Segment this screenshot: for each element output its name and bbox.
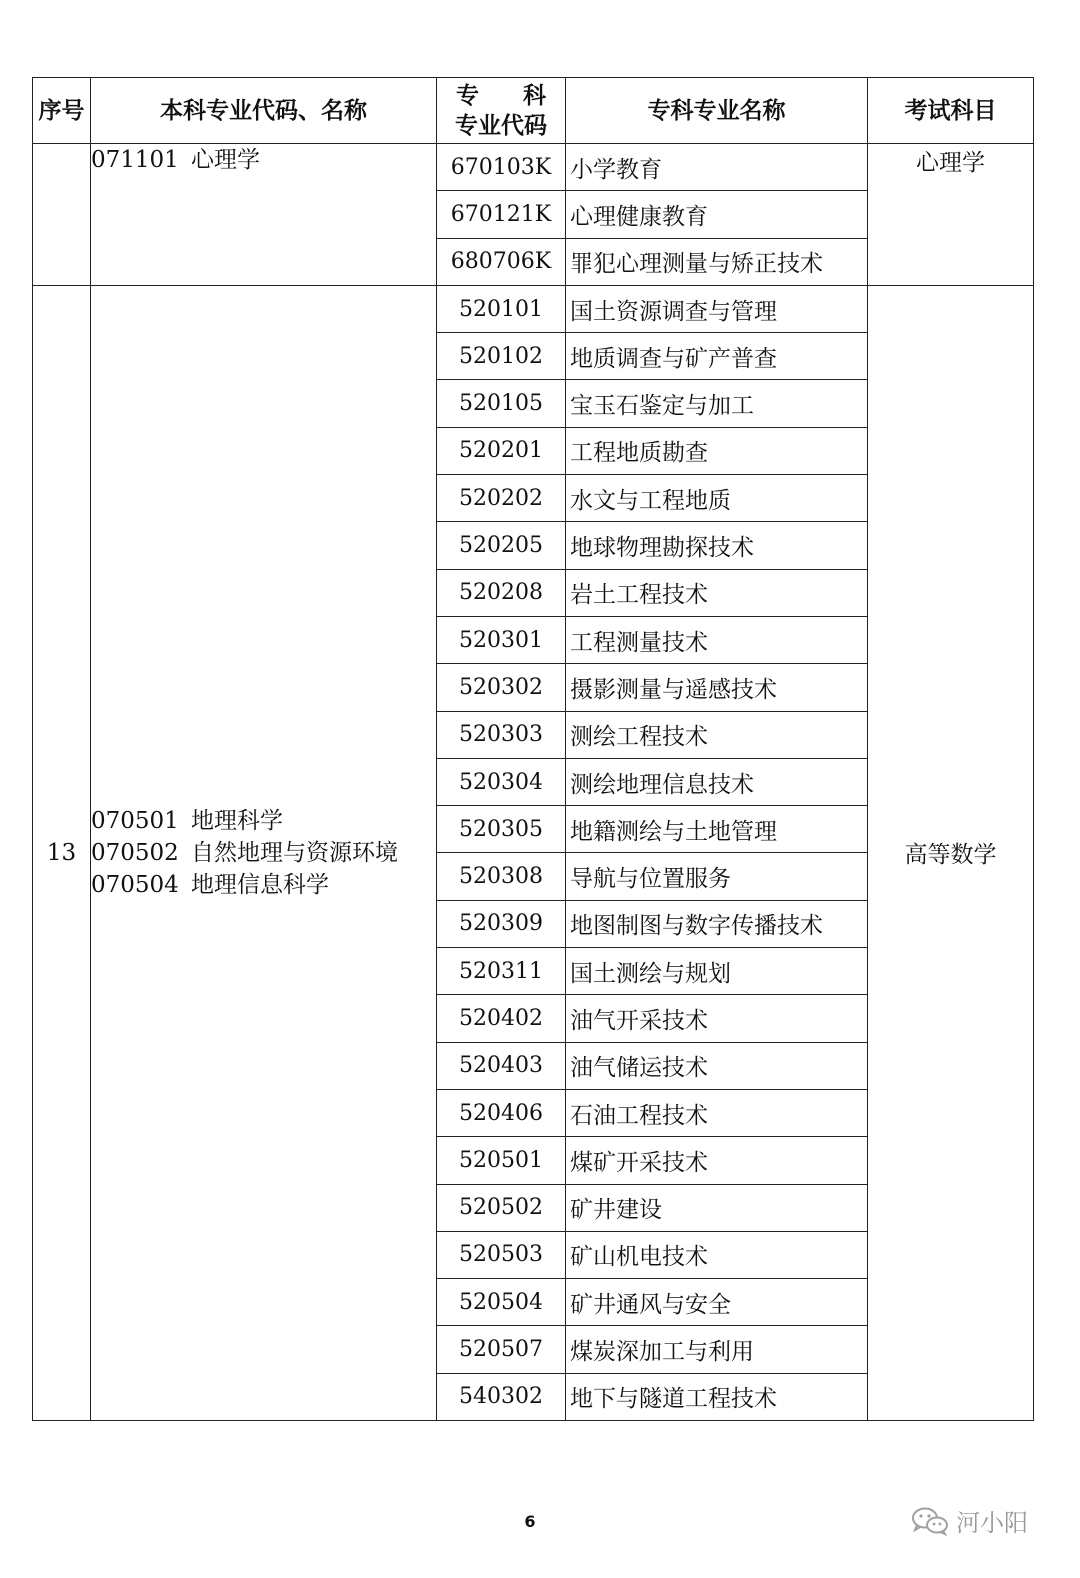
assoc-code-cell: 520208	[437, 569, 566, 616]
assoc-name-cell: 测绘地理信息技术	[566, 758, 868, 805]
assoc-name-cell: 国土资源调查与管理	[566, 285, 868, 332]
assoc-code-cell: 520501	[437, 1137, 566, 1184]
header-assoc-code-line1: 专 科	[455, 82, 564, 109]
table-header-row	[33, 78, 1034, 144]
assoc-code-cell: 520101	[437, 285, 566, 332]
assoc-name-cell: 矿井通风与安全	[566, 1279, 868, 1326]
assoc-code-cell: 670121K	[437, 191, 566, 238]
exam-subject-cell: 心理学	[868, 144, 1034, 286]
bachelor-code: 070502	[91, 839, 179, 866]
assoc-name-cell: 煤炭深加工与利用	[566, 1326, 868, 1373]
assoc-code-cell: 520503	[437, 1231, 566, 1278]
assoc-name-cell: 矿井建设	[566, 1184, 868, 1231]
assoc-code-cell: 680706K	[437, 238, 566, 285]
majors-table	[32, 77, 1034, 1421]
assoc-name-cell: 小学教育	[566, 144, 868, 191]
assoc-name-cell: 石油工程技术	[566, 1089, 868, 1136]
assoc-name-cell: 地下与隧道工程技术	[566, 1373, 868, 1420]
assoc-name-cell: 国土测绘与规划	[566, 948, 868, 995]
assoc-name-cell: 油气储运技术	[566, 1042, 868, 1089]
bachelor-code: 071101	[91, 147, 179, 173]
header-seq: 序号	[33, 78, 91, 144]
assoc-code-cell: 520304	[437, 758, 566, 805]
assoc-name-cell: 宝玉石鉴定与加工	[566, 380, 868, 427]
assoc-code-cell: 520308	[437, 853, 566, 900]
assoc-code-cell: 520201	[437, 427, 566, 474]
bachelor-major	[91, 869, 436, 901]
bachelor-major	[91, 144, 436, 176]
seq-cell: 13	[33, 285, 91, 1420]
assoc-name-cell: 地球物理勘探技术	[566, 522, 868, 569]
assoc-code-cell: 540302	[437, 1373, 566, 1420]
assoc-name-cell: 地籍测绘与土地管理	[566, 806, 868, 853]
assoc-code-cell: 520301	[437, 616, 566, 663]
bachelor-name: 心理学	[191, 147, 260, 173]
assoc-code-cell: 520311	[437, 948, 566, 995]
table-row	[33, 285, 1034, 332]
bachelor-major	[91, 805, 436, 837]
bachelor-code: 070504	[91, 871, 179, 898]
header-assoc-code	[437, 78, 566, 144]
assoc-name-cell: 矿山机电技术	[566, 1231, 868, 1278]
assoc-code-cell: 520507	[437, 1326, 566, 1373]
assoc-code-cell: 520502	[437, 1184, 566, 1231]
bachelor-major	[91, 837, 436, 869]
assoc-name-cell: 导航与位置服务	[566, 853, 868, 900]
table-body	[33, 144, 1034, 1421]
assoc-code-cell: 520406	[437, 1089, 566, 1136]
header-assoc-name: 专科专业名称	[566, 78, 868, 144]
bachelor-name: 地理信息科学	[191, 871, 329, 898]
bachelor-cell	[91, 285, 437, 1420]
assoc-code-cell: 520309	[437, 900, 566, 947]
bachelor-name: 自然地理与资源环境	[191, 839, 398, 866]
bachelor-cell	[91, 144, 437, 286]
assoc-name-cell: 摄影测量与遥感技术	[566, 664, 868, 711]
assoc-code-cell: 520504	[437, 1279, 566, 1326]
table-row	[33, 144, 1034, 191]
assoc-name-cell: 罪犯心理测量与矫正技术	[566, 238, 868, 285]
assoc-code-cell: 520205	[437, 522, 566, 569]
watermark	[910, 1503, 1028, 1538]
assoc-name-cell: 煤矿开采技术	[566, 1137, 868, 1184]
assoc-name-cell: 工程地质勘查	[566, 427, 868, 474]
exam-subject-cell: 高等数学	[868, 285, 1034, 1420]
wechat-icon	[910, 1506, 950, 1536]
assoc-code-cell: 520402	[437, 995, 566, 1042]
assoc-name-cell: 工程测量技术	[566, 616, 868, 663]
bachelor-name: 地理科学	[191, 807, 283, 834]
page-number: 6	[524, 1512, 536, 1531]
assoc-name-cell: 水文与工程地质	[566, 475, 868, 522]
header-exam: 考试科目	[868, 78, 1034, 144]
assoc-code-cell: 520102	[437, 333, 566, 380]
assoc-code-cell: 670103K	[437, 144, 566, 191]
assoc-name-cell: 地图制图与数字传播技术	[566, 900, 868, 947]
seq-cell	[33, 144, 91, 286]
assoc-name-cell: 油气开采技术	[566, 995, 868, 1042]
assoc-name-cell: 地质调查与矿产普查	[566, 333, 868, 380]
assoc-name-cell: 心理健康教育	[566, 191, 868, 238]
assoc-code-cell: 520303	[437, 711, 566, 758]
bachelor-code: 070501	[91, 807, 179, 834]
header-bachelor: 本科专业代码、名称	[91, 78, 437, 144]
assoc-code-cell: 520302	[437, 664, 566, 711]
assoc-name-cell: 测绘工程技术	[566, 711, 868, 758]
assoc-code-cell: 520403	[437, 1042, 566, 1089]
assoc-code-cell: 520105	[437, 380, 566, 427]
assoc-code-cell: 520305	[437, 806, 566, 853]
assoc-name-cell: 岩土工程技术	[566, 569, 868, 616]
assoc-code-cell: 520202	[437, 475, 566, 522]
watermark-text: 河小阳	[956, 1509, 1028, 1537]
header-assoc-code-line2: 专业代码	[455, 112, 547, 139]
